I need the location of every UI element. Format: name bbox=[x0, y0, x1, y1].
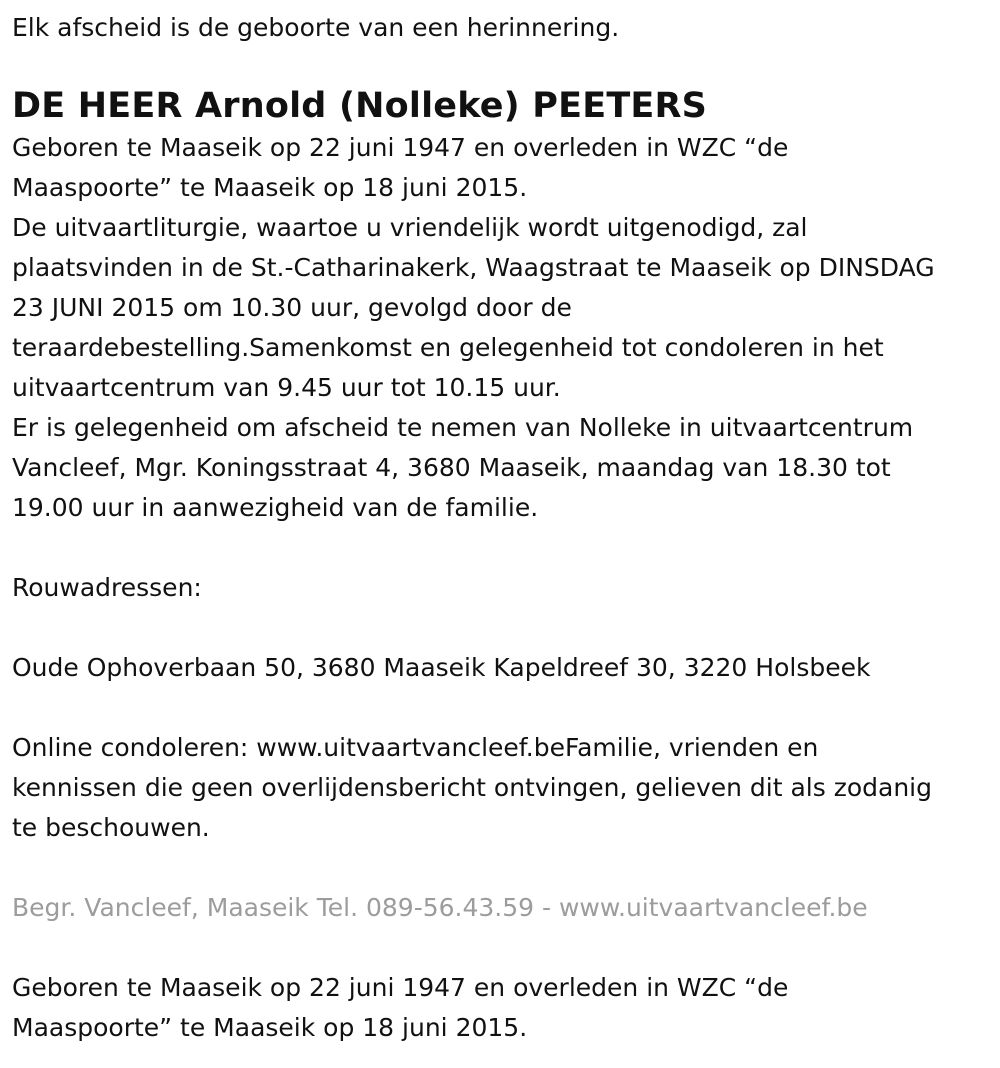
farewell-line: 19.00 uur in aanwezigheid van de familie. bbox=[12, 493, 539, 522]
birth-death-repeat-line: Maaspoorte” te Maaseik op 18 juni 2015. bbox=[12, 1013, 528, 1042]
spacer bbox=[12, 928, 988, 968]
funeral-home-contact: Begr. Vancleef, Maaseik Tel. 089-56.43.59 - www.uitvaartvancleef.be bbox=[12, 893, 868, 922]
motto-text: Elk afscheid is de geboorte van een herinnering. bbox=[12, 13, 620, 42]
farewell-line: Vancleef, Mgr. Koningsstraat 4, 3680 Maaseik, maandag van 18.30 tot bbox=[12, 453, 891, 482]
liturgy-line: uitvaartcentrum van 9.45 uur tot 10.15 uur. bbox=[12, 373, 561, 402]
farewell-paragraph bbox=[12, 408, 988, 528]
birth-death-repeat-paragraph bbox=[12, 968, 988, 1048]
spacer bbox=[12, 608, 988, 648]
spacer bbox=[12, 688, 988, 728]
birth-death-paragraph bbox=[12, 128, 988, 208]
liturgy-line: De uitvaartliturgie, waartoe u vriendelijk wordt uitgenodigd, zal bbox=[12, 213, 808, 242]
liturgy-line: 23 JUNI 2015 om 10.30 uur, gevolgd door de bbox=[12, 293, 572, 322]
online-condolence-paragraph bbox=[12, 728, 988, 848]
liturgy-line: teraardebestelling.Samenkomst en gelegenheid tot condoleren in het bbox=[12, 333, 884, 362]
online-condolence-line: Online condoleren: www.uitvaartvancleef.beFamilie, vrienden en bbox=[12, 733, 819, 762]
birth-death-repeat-line: Geboren te Maaseik op 22 juni 1947 en overleden in WZC “de bbox=[12, 973, 789, 1002]
liturgy-paragraph bbox=[12, 208, 988, 408]
farewell-line: Er is gelegenheid om afscheid te nemen van Nolleke in uitvaartcentrum bbox=[12, 413, 914, 442]
spacer bbox=[12, 528, 988, 568]
spacer bbox=[12, 848, 988, 888]
mourning-addresses-label: Rouwadressen: bbox=[12, 573, 202, 602]
liturgy-line: plaatsvinden in de St.-Catharinakerk, Waagstraat te Maaseik op DINSDAG bbox=[12, 253, 935, 282]
mourning-addresses: Oude Ophoverbaan 50, 3680 Maaseik Kapeldreef 30, 3220 Holsbeek bbox=[12, 653, 871, 682]
birth-death-line: Maaspoorte” te Maaseik op 18 juni 2015. bbox=[12, 173, 528, 202]
birth-death-line: Geboren te Maaseik op 22 juni 1947 en overleden in WZC “de bbox=[12, 133, 789, 162]
online-condolence-line: te beschouwen. bbox=[12, 813, 210, 842]
online-condolence-line: kennissen die geen overlijdensbericht ontvingen, gelieven dit als zodanig bbox=[12, 773, 932, 802]
deceased-name-title: DE HEER Arnold (Nolleke) PEETERS bbox=[12, 86, 708, 126]
